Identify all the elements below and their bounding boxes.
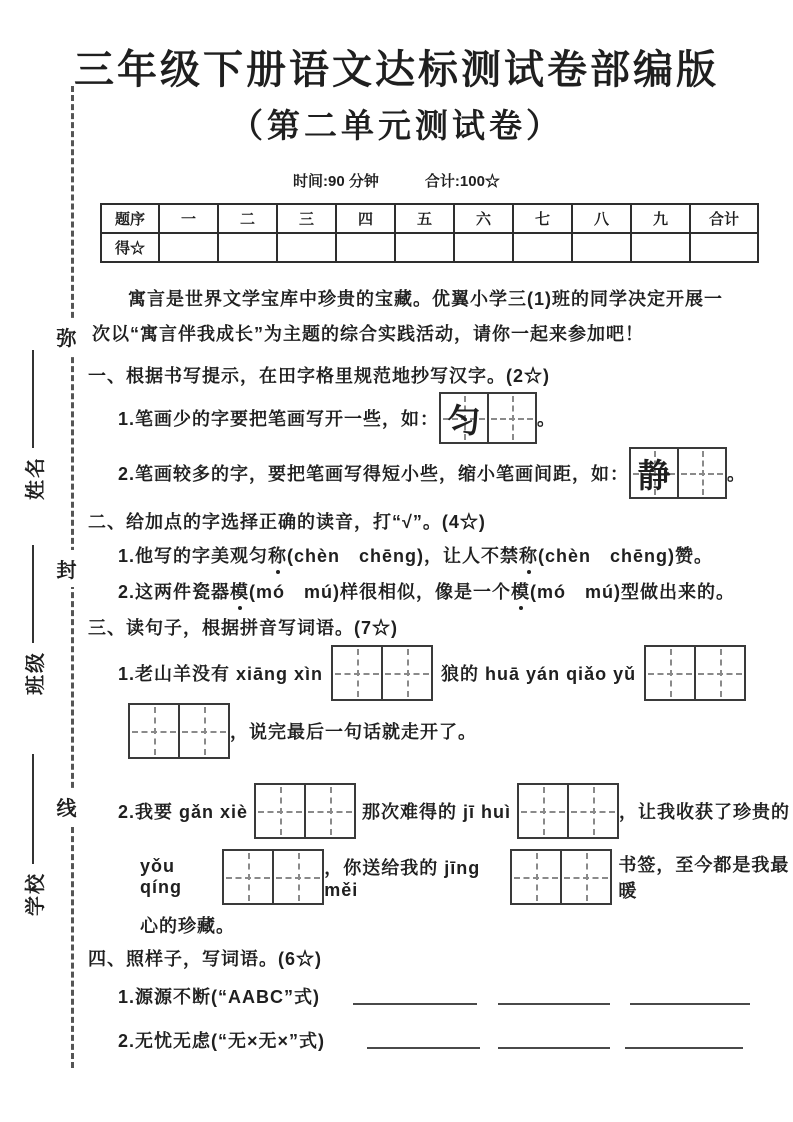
section1-q1 (118, 392, 556, 444)
score-header-cell: 五 (395, 204, 454, 233)
seal-char-mi: 弥 (50, 318, 83, 355)
answer-blank[interactable] (625, 1033, 743, 1049)
emphasized-char: 模 (230, 578, 249, 604)
tianzige-cell[interactable] (441, 394, 487, 442)
section3-item2-line3: 心的珍藏。 (140, 916, 235, 936)
exam-meta (0, 170, 793, 191)
name-label: 姓名 (24, 456, 47, 500)
score-header-cell: 九 (631, 204, 690, 233)
q1-text: 1.笔画少的字要把笔画写开一些，如： (118, 409, 440, 429)
q2-period: 。 (727, 464, 747, 484)
page-title: 三年级下册语文达标测试卷部编版 (74, 48, 719, 92)
tianzige-cell[interactable] (178, 705, 228, 757)
exam-total-score: 合计:100☆ (424, 173, 500, 190)
section2-item1 (118, 542, 713, 568)
tianzige-cell[interactable] (224, 851, 272, 903)
class-label: 班级 (24, 651, 47, 695)
section4-heading: 四、照样子，写词语。(6☆) (88, 949, 322, 969)
section1-q2 (118, 447, 746, 499)
handwritten-char: 匀 (447, 401, 481, 439)
tianzige-grid (644, 645, 746, 701)
tianzige-grid (439, 392, 537, 444)
tianzige-grid (331, 645, 433, 701)
margin-label-class (21, 545, 45, 695)
section3-item1-line1 (118, 645, 746, 701)
section2-heading: 二、给加点的字选择正确的读音，打“√”。(4☆) (88, 512, 486, 532)
score-cell[interactable] (277, 233, 336, 262)
tianzige-cell[interactable] (646, 647, 694, 699)
answer-blank[interactable] (353, 989, 477, 1005)
tianzige-cell[interactable] (487, 394, 535, 442)
score-header-cell: 合计 (690, 204, 758, 233)
text-segment: (chèn chēng)，让人不禁 (287, 546, 520, 566)
class-write-line[interactable] (32, 545, 34, 643)
text-segment: ，你送给我的 jīng měi (324, 857, 481, 900)
tianzige-cell[interactable] (272, 851, 322, 903)
text-segment: 1.老山羊没有 xiāng xìn (118, 664, 324, 684)
tianzige-cell[interactable] (631, 449, 677, 497)
seal-char-feng: 封 (50, 550, 83, 587)
text-segment: (mó mú)样很相似，像是一个 (249, 582, 512, 602)
intro-paragraph: 寓言是世界文学宝库中珍贵的宝藏。优翼小学三(1)班的同学决定开展一次以“寓言伴我成长”为主题的综合实践活动，请你一起来参加吧！ (92, 289, 723, 344)
score-cell[interactable] (690, 233, 758, 262)
score-header-cell: 六 (454, 204, 513, 233)
tianzige-grid (254, 783, 356, 839)
text-segment: ，让我收获了珍贵的 (619, 802, 791, 822)
tianzige-cell[interactable] (512, 851, 560, 903)
text-segment: 那次难得的 jī huì (362, 802, 512, 822)
section4-item1: 1.源源不断(“AABC”式) (118, 987, 320, 1007)
q2-text: 2.笔画较多的字，要把笔画写得短小些，缩小笔画间距，如： (118, 464, 630, 484)
name-write-line[interactable] (32, 350, 34, 448)
page-subtitle: （第二单元测试卷） (230, 107, 563, 144)
q1-period: 。 (537, 409, 557, 429)
text-segment: 1.他写的字美观匀 (118, 546, 269, 566)
school-label: 学校 (24, 872, 47, 916)
answer-blank[interactable] (630, 989, 750, 1005)
score-cell[interactable] (631, 233, 690, 262)
text-segment: yǒu qíng (140, 856, 182, 897)
margin-label-name (21, 350, 45, 500)
section4-item2: 2.无忧无虑(“无×无×”式) (118, 1031, 326, 1051)
tianzige-cell[interactable] (567, 785, 617, 837)
text-segment: ，说完最后一句话就走开了。 (230, 722, 477, 742)
tianzige-cell[interactable] (304, 785, 354, 837)
school-write-line[interactable] (32, 754, 34, 864)
score-header-cell: 一 (159, 204, 218, 233)
score-cell[interactable] (572, 233, 631, 262)
tianzige-grid (222, 849, 324, 905)
text-segment: (mó mú)型做出来的。 (530, 582, 736, 602)
text-segment: 2.这两件瓷器 (118, 582, 231, 602)
emphasized-char: 模 (511, 578, 530, 604)
score-cell[interactable] (513, 233, 572, 262)
tianzige-cell[interactable] (130, 705, 178, 757)
score-table-score-row (101, 233, 758, 262)
score-table (100, 203, 759, 263)
score-row-label: 得☆ (101, 233, 159, 262)
text-segment: 狼的 huā yán qiǎo yǔ (441, 664, 637, 684)
tianzige-cell[interactable] (560, 851, 610, 903)
section3-item2-line2 (140, 849, 793, 905)
tianzige-grid (629, 447, 727, 499)
answer-blank[interactable] (498, 989, 610, 1005)
score-header-cell: 七 (513, 204, 572, 233)
text-segment: 2.我要 gǎn xiè (118, 802, 249, 822)
tianzige-cell[interactable] (381, 647, 431, 699)
section3-heading: 三、读句子，根据拼音写词语。(7☆) (88, 618, 398, 638)
score-table-header-row (101, 204, 758, 233)
text-segment: 书签，至今都是我最暖 (618, 855, 790, 901)
section3-item1-line2 (128, 703, 477, 759)
answer-blank[interactable] (367, 1033, 480, 1049)
handwritten-char: 静 (637, 456, 671, 494)
emphasized-char: 称 (519, 542, 538, 568)
section3-item2-line1 (118, 783, 790, 839)
tianzige-cell[interactable] (519, 785, 567, 837)
score-cell[interactable] (336, 233, 395, 262)
margin-label-school (21, 754, 45, 916)
score-cell[interactable] (395, 233, 454, 262)
tianzige-cell[interactable] (333, 647, 381, 699)
score-header-cell: 二 (218, 204, 277, 233)
score-header-cell: 四 (336, 204, 395, 233)
score-cell[interactable] (454, 233, 513, 262)
tianzige-grid (510, 849, 612, 905)
score-cell[interactable] (218, 233, 277, 262)
score-header-cell: 八 (572, 204, 631, 233)
score-cell[interactable] (159, 233, 218, 262)
tianzige-grid (128, 703, 230, 759)
exam-time: 时间:90 分钟 (293, 173, 379, 190)
section1-heading: 一、根据书写提示，在田字格里规范地抄写汉字。(2☆) (88, 366, 550, 386)
tianzige-cell[interactable] (694, 647, 744, 699)
tianzige-cell[interactable] (677, 449, 725, 497)
section2-item2 (118, 578, 735, 604)
score-header-cell: 三 (277, 204, 336, 233)
emphasized-char: 称 (268, 542, 287, 568)
seal-char-xian: 线 (50, 788, 83, 825)
answer-blank[interactable] (498, 1033, 610, 1049)
tianzige-cell[interactable] (256, 785, 304, 837)
tianzige-grid (517, 783, 619, 839)
text-segment: (chèn chēng)赞。 (538, 546, 714, 566)
score-header-cell: 题序 (101, 204, 159, 233)
